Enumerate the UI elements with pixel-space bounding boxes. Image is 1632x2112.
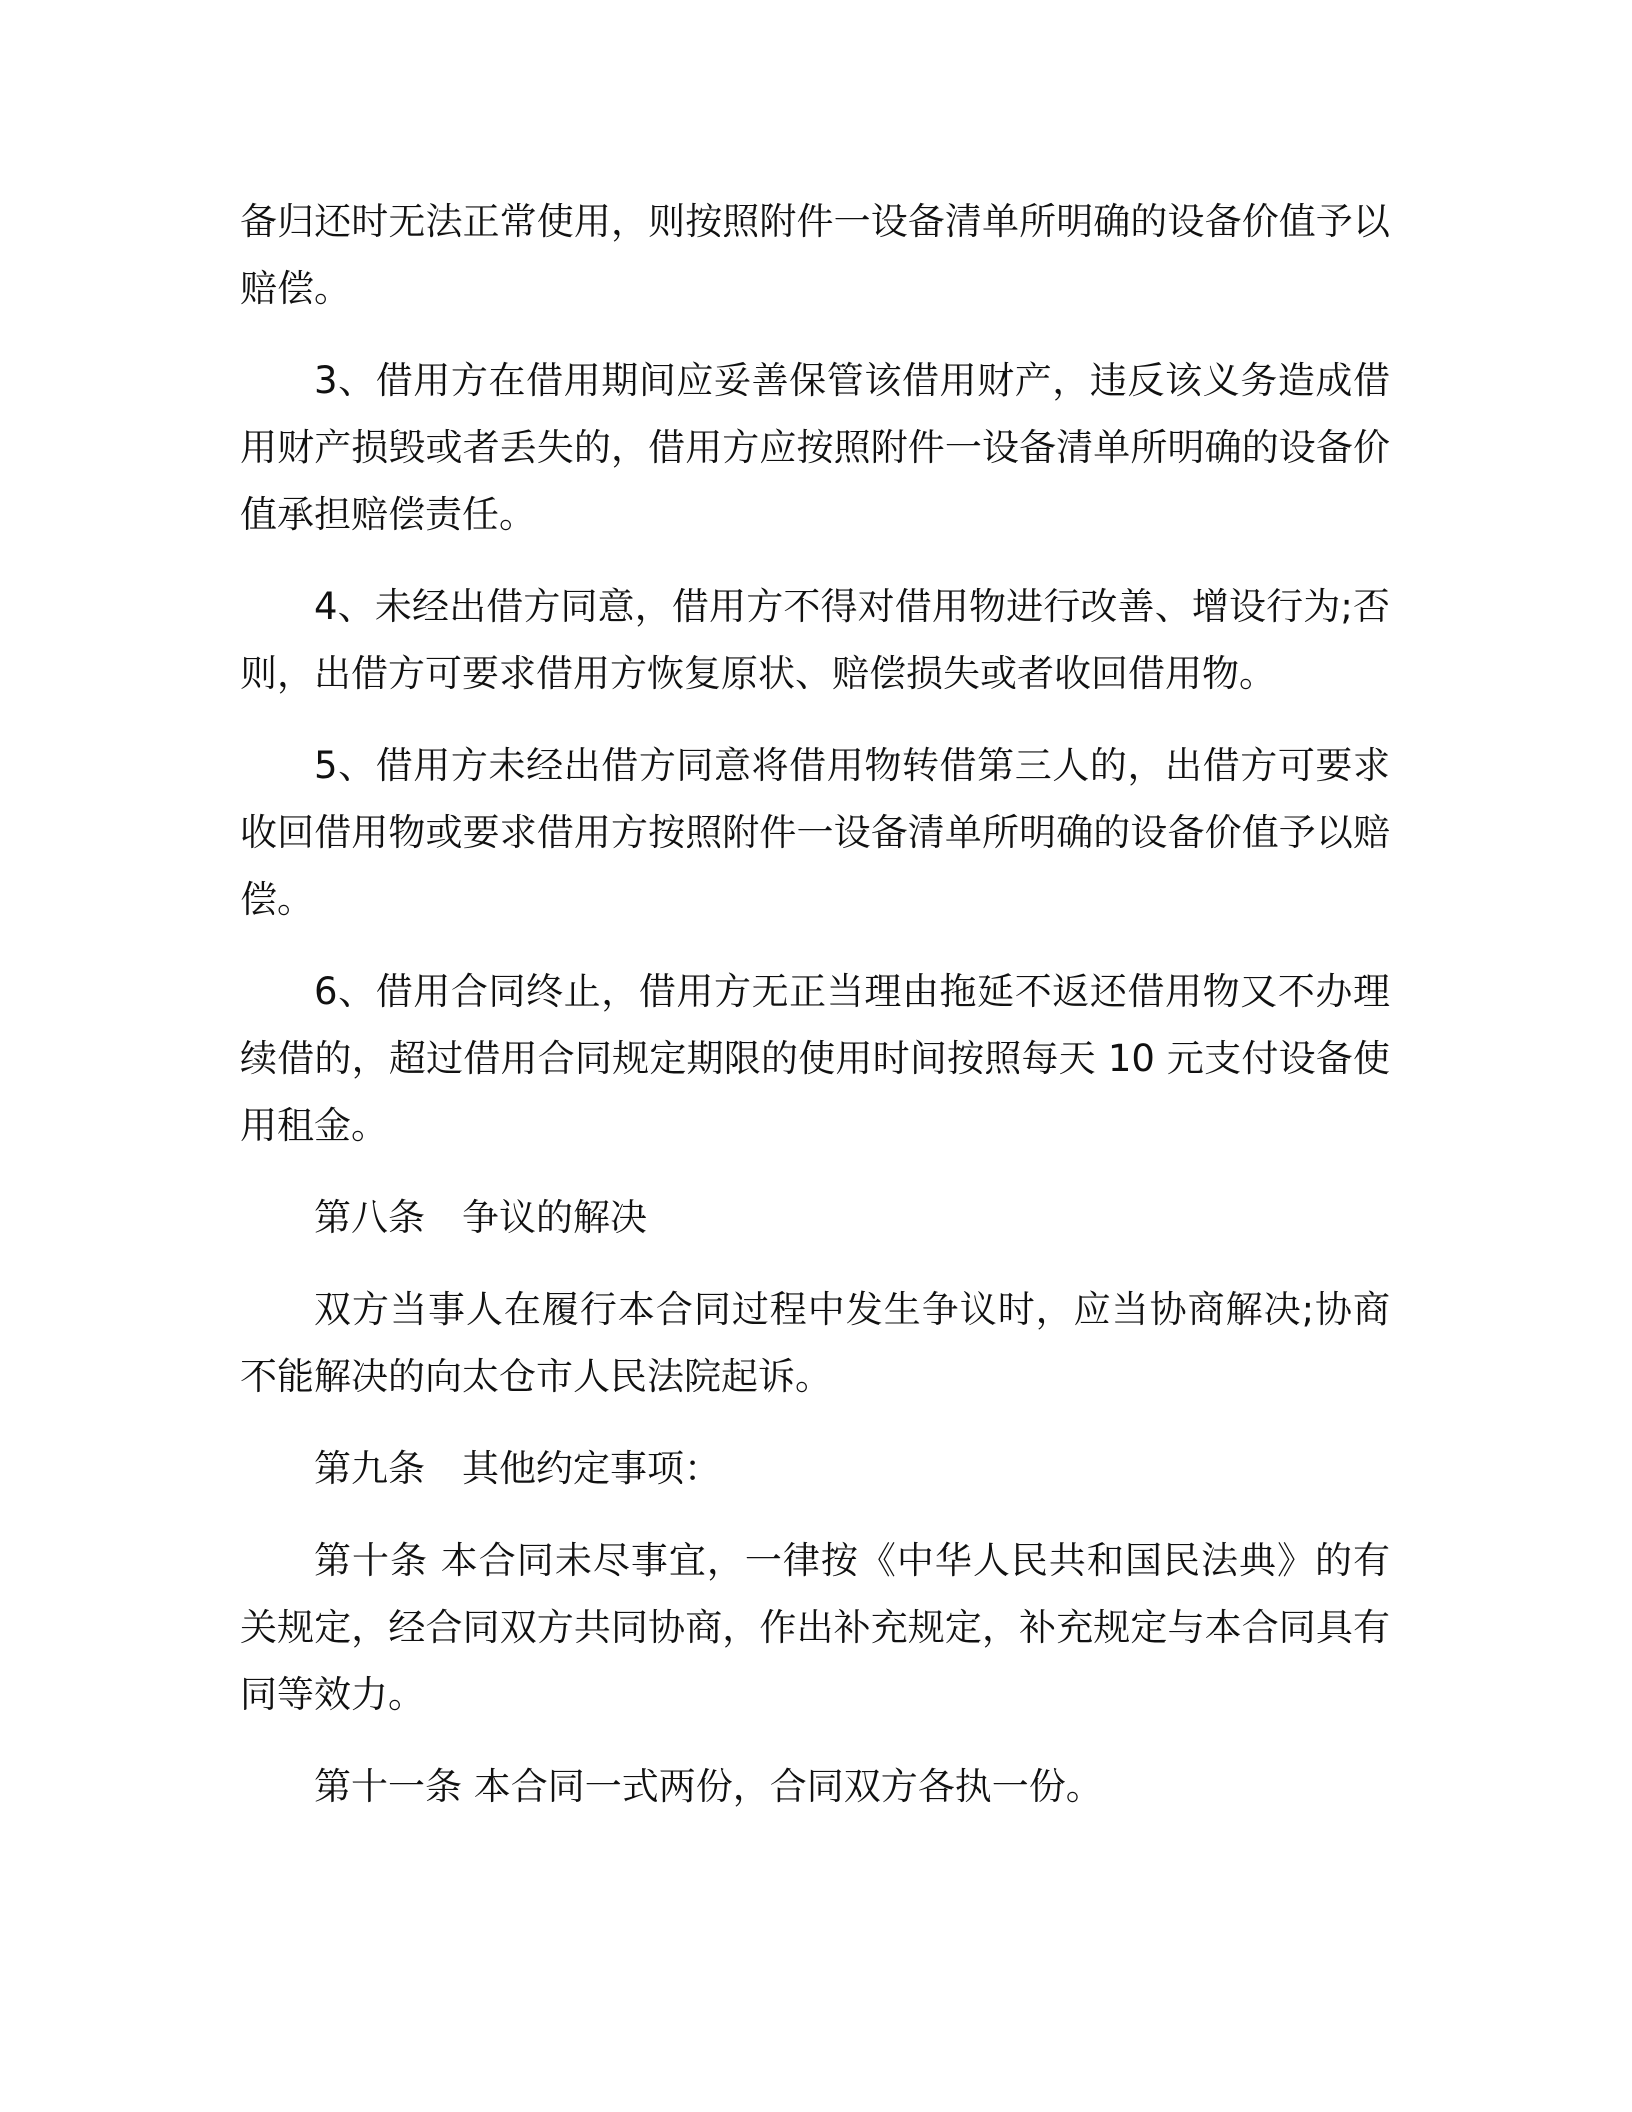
- paragraph-continued: 备归还时无法正常使用，则按照附件一设备清单所明确的设备价值予以赔偿。: [240, 200, 1390, 310]
- article-10-body: 第十条 本合同未尽事宜，一律按《中华人民共和国民法典》的有关规定，经合同双方共同协商，作出补充规定，补充规定与本合同具有同等效力。: [240, 1539, 1390, 1716]
- article-9-heading: 第九条 其他约定事项：: [314, 1447, 721, 1490]
- paragraph-item-4: 4、未经出借方同意，借用方不得对借用物进行改善、增设行为;否则，出借方可要求借用方恢复原状、赔偿损失或者收回借用物。: [240, 585, 1390, 695]
- article-11-body: 第十一条 本合同一式两份，合同双方各执一份。: [314, 1765, 1103, 1808]
- paragraph-item-6: 6、借用合同终止，借用方无正当理由拖延不返还借用物又不办理续借的，超过借用合同规定期限的使用时间按照每天 10 元支付设备使用租金。: [240, 970, 1390, 1147]
- article-8-heading: 第八条 争议的解决: [314, 1196, 647, 1239]
- article-8-body: 双方当事人在履行本合同过程中发生争议时，应当协商解决;协商不能解决的向太仓市人民法院起诉。: [240, 1288, 1390, 1398]
- paragraph-item-5: 5、借用方未经出借方同意将借用物转借第三人的，出借方可要求收回借用物或要求借用方按照附件一设备清单所明确的设备价值予以赔偿。: [240, 744, 1390, 921]
- document-body: [240, 188, 1390, 1845]
- paragraph-item-3: 3、借用方在借用期间应妥善保管该借用财产，违反该义务造成借用财产损毁或者丢失的，借用方应按照附件一设备清单所明确的设备价值承担赔偿责任。: [240, 359, 1390, 536]
